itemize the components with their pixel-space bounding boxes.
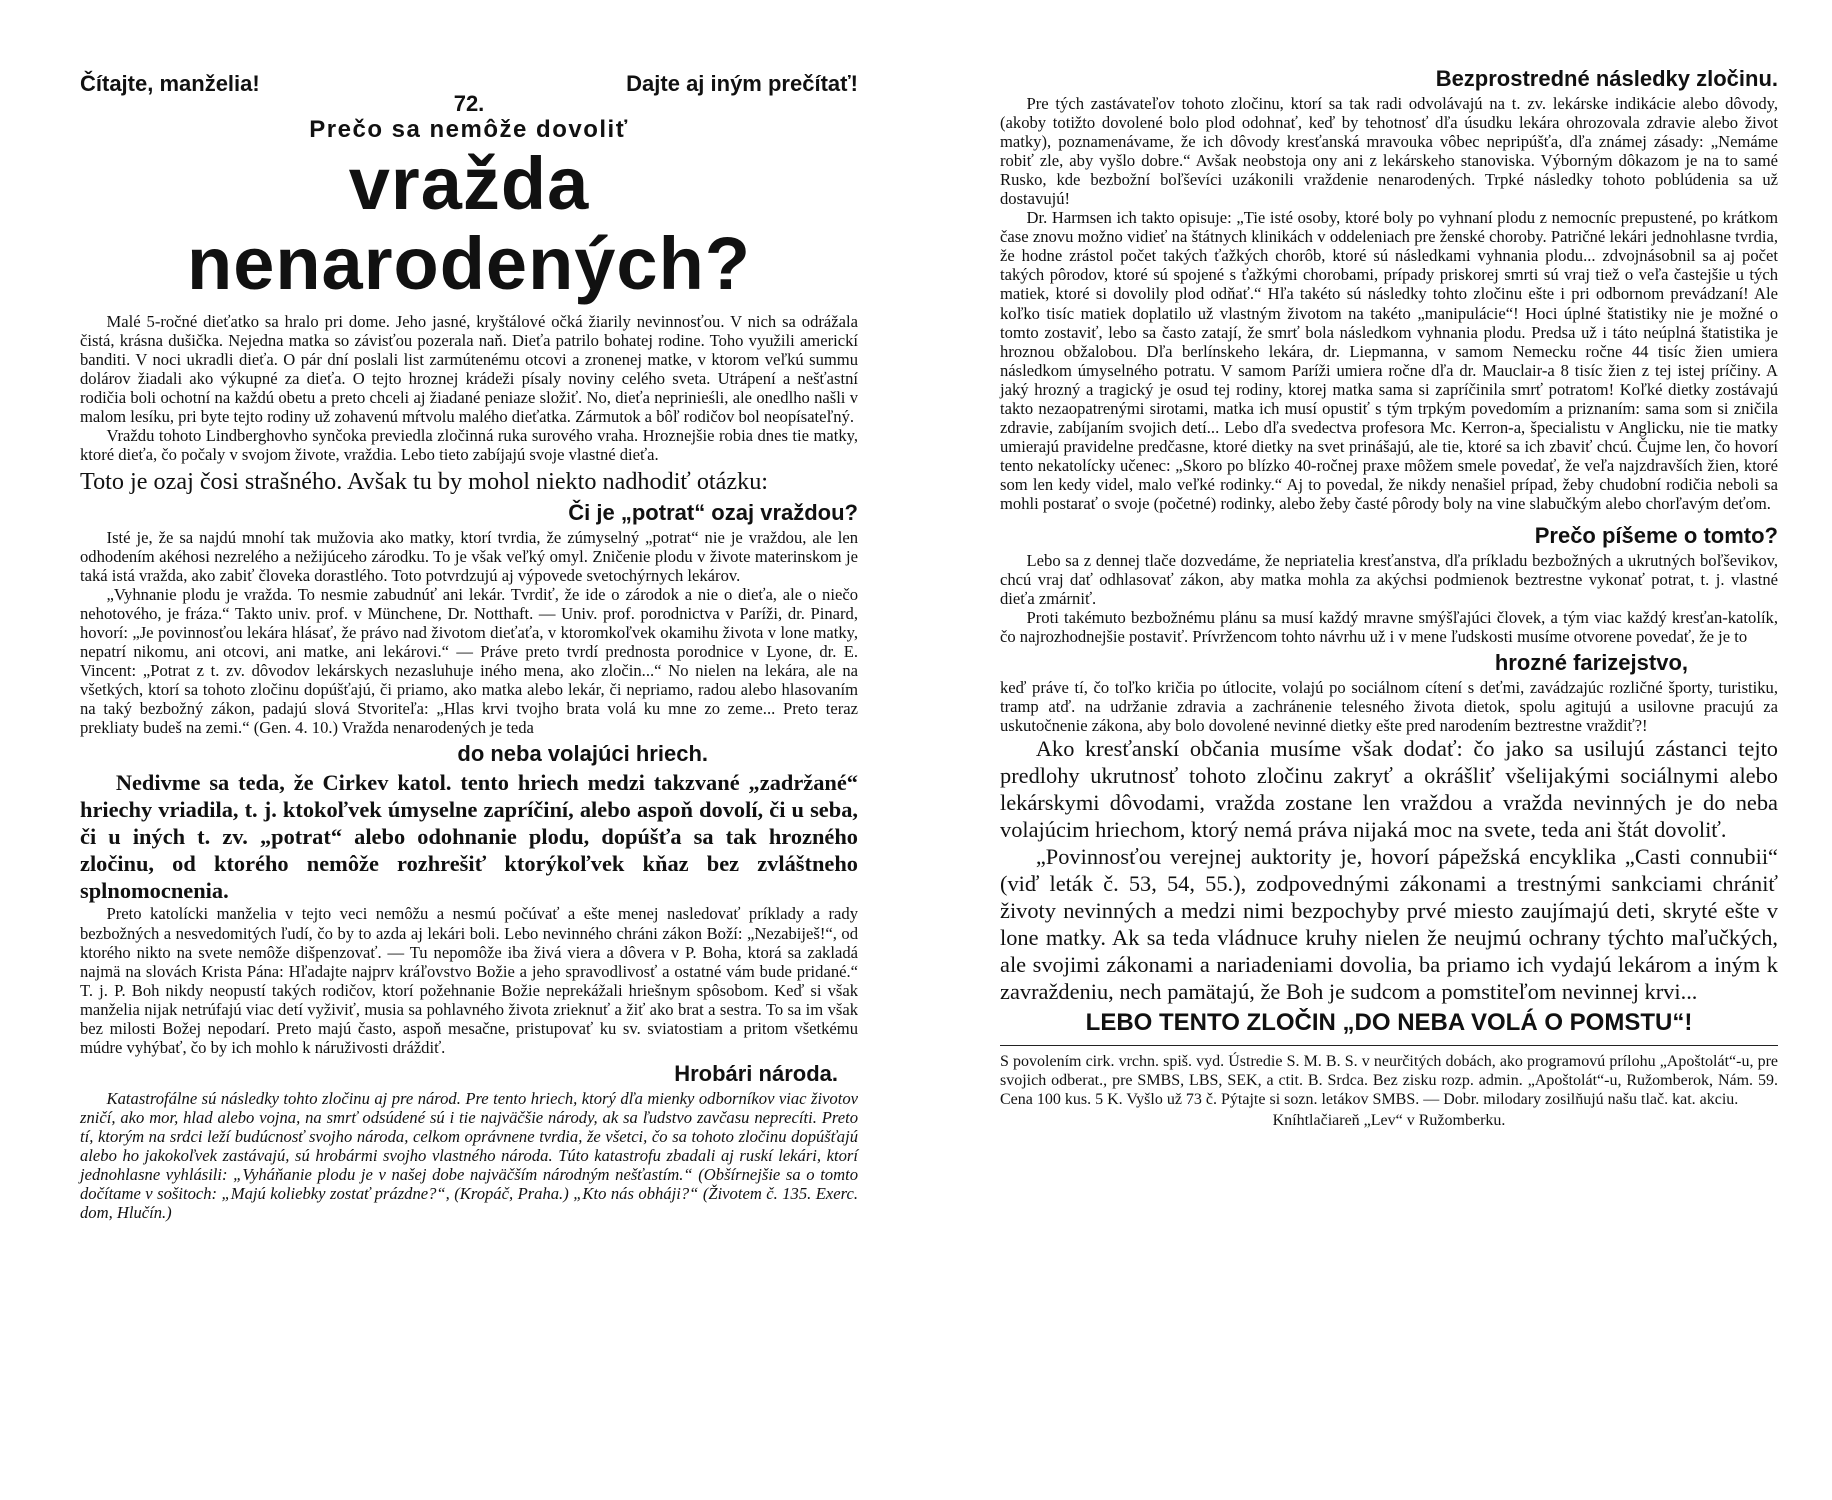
paragraph-omyl: Isté je, že sa najdú mnohí tak mužovia ako matky, ktorí tvrdia, že zúmyselný „potrat“ nie je vraždou, ale len odhodením akéhosi nezrelého a nežijúceho zárodku. To je však veľký omyl. Zničenie plodu v živote materinskom je taká istá vražda, ako zabiť človeka dorastlého. Toto potvrdzujú aj výpovede svetochýrnych lekárov. [80, 527, 858, 586]
right-column [1000, 66, 1778, 1131]
divider [1000, 1045, 1778, 1046]
page-title: vražda nenarodených? [187, 142, 751, 305]
left-column [80, 72, 858, 1222]
paragraph-encyklika: „Povinnosťou verejnej auktority je, hovorí pápežská encyklika „Casti connubii“ (viď leták č. 53, 54, 55.), zodpovednými zákonami a trestnými sankciami chrániť životy nevinných a medzi nimi bezpochyby prvé miesto zaujímajú deti, skryté ešte v lone matky. Ak sa teda vládnuce kruhy nielen že neujmú ochrany týchto maľučkých, ale svojimi zákonami a nariadeniami dovolia, ba priamo ich vydajú lekárom a iným k zavraždeniu, nech pamätajú, že Boh je sudcom a pomstiteľom nevinnej krvi... [1000, 844, 1778, 1005]
heading-preco: Prečo píšeme o tomto? [1534, 523, 1778, 549]
slogan-left: Čítajte, manželia! [80, 71, 260, 96]
heading-farizejstvo: hrozné farizejstvo, [1494, 650, 1688, 676]
closing-motto: LEBO TENTO ZLOČIN „DO NEBA VOLÁ O POMSTU“! [1085, 1009, 1693, 1037]
paragraph-story: Malé 5-ročné dieťatko sa hralo pri dome. Jeho jasné, kryštálové očká žiarily nevinnosťou. V nich sa odrážala čistá, krásna dušička. Nejedna matka so závisťou pozerala naň. Dieťa patrilo bohatej rodine. Toho využili americkí banditi. V noci ukradli dieťa. O pár dní poslali list zarmútenému otcovi a zronenej matke, v ktorom veľkú summu dolárov žiadali ako výkupné za dieťa. O tejto hroznej krádeži písaly noviny celého sveta. Utrápení a nešťastní rodičia boli ochotní na každú obetu a preto chceli aj žiadané peniaze složiť. No, dieťa neprinieśli, ale onedlho našli v malom lesíku, pri byte tejto rodiny už zohavenú mŕtvolu malého dieťatka. Zármutok a bôľ rodičov bol neopísateľný. [80, 312, 858, 427]
heading-potrat: Či je „potrat“ ozaj vraždou? [568, 499, 858, 525]
paragraph-cirkev: Nedivme sa teda, že Cirkev katol. tento hriech medzi takzvané „zadržané“ hriechy vriadila, t. j. ktokoľvek úmyselne zapríčiní, alebo aspoň dovolí, či u seba, či u iných t. zv. „potrat“ alebo odohnanie plodu, dopúšťa sa tak hrozného zločinu, od ktorého nemôže rozhrešiť ktorýkoľvek kňaz bez zvláštneho splnomocnenia. [80, 770, 858, 904]
leaflet-number: 72. [453, 91, 485, 116]
paragraph-question: Toto je ozaj čosi strašného. Avšak tu by mohol niekto nadhodiť otázku: [80, 468, 769, 496]
paragraph-obcania: Ako kresťanskí občania musíme však dodať: čo jako sa usilujú zástanci tejto predlohy ukrutnosť tohoto zločinu zakryť a okrášliť všelijakými sociálnymi alebo lekárskymi dôvodami, vražda zostane len vraždou a vražda nevinných je do neba volajúcim hriechom, ktorý nemá práva nijaká moc na svete, teda ani štát dovoliť. [1000, 736, 1778, 843]
paragraph-utlocit: keď práve tí, čo toľko kričia po útlocite, volajú po sociálnom cítení s deťmi, zavádzajúc rozličné športy, turistiku, tramp atď. na udržanie zdravia a zachránenie telesného života dietok, spolu agitujú a usilovne pracujú za uskutočnenie zákona, aby bolo dovolené nevinné dietky ešte pred narodením beztrestne vraždiť?! [1000, 678, 1778, 736]
right-page [916, 0, 1832, 1500]
heading-nasledky: Bezprostredné následky zločinu. [1435, 66, 1778, 91]
printer-line: Kníhtlačiareň „Lev“ v Ružomberku. [1272, 1112, 1506, 1130]
heading-hrobari: Hrobári národa. [674, 1060, 838, 1086]
paragraph-lindbergh: Vraždu tohoto Lindberghovho synčoka previedla zločinná ruka surového vraha. Hroznejšie robia dnes tie matky, ktoré dieťa, čo počaly v svojom živote, vraždia. Lebo tieto zabíjajú svoje vlastné dieťa. [80, 426, 858, 465]
paragraph-indikacie: Pre tých zastávateľov tohoto zločinu, ktorí sa tak radi odvolávajú na t. zv. lekárske indikácie alebo dôvody, (akoby totižto dovolené bolo plod odohnať, keď by tehotnosť dľa úsudku lekára ohrozovala zdravie alebo život matky), poznamenávame, že ich dôvody kresťanská mravouka vôbec nepripúšťa, dľa známej zásady: „Nemáme robiť zle, aby vyšlo dobre.“ Avšak neobstoja ony ani z lekárskeho stanoviska. Výborným dôkazom je na to samé Rusko, kde bezbožní boľševíci uzákonili vraždenie nenarodených. Trpké následky tohoto poblúdenia sa už dostavujú! [1000, 94, 1778, 209]
heading-hriech: do neba volajúci hriech. [457, 741, 708, 767]
paragraph-tlac: Lebo sa z dennej tlače dozvedáme, že nepriatelia kresťanstva, dľa príkladu bezbožných a ukrutných boľševikov, chcú vraj dať odhlasovať zákon, aby matka mohla za akýchsi podmienok beztrestne vykonať potrat, t. j. vlastné dieťa zmárniť. [1000, 551, 1778, 609]
slogan-right: Dajte aj iným prečítať! [626, 71, 858, 96]
title-kicker: Prečo sa nemôže dovoliť [309, 116, 629, 143]
paragraph-harmsen: Dr. Harmsen ich takto opisuje: „Tie isté osoby, ktoré boly po vyhnaní plodu z nemocníc prepustené, po krátkom čase znovu možno vidieť na štátnych klinikách v oddeleniach pre ženské choroby. Patričné lekári jednohlasne tvrdia, že hodne zrástol počet takých ťažkých chorôb, ktoré sú následkami vyhnania plodu... zdvojnásobnil sa aj počet takých pôrodov, ktoré sú spojené s ťažkými chorobami, prípady priskorej smrti sú vraj tiež o veľa častejšie u tých matiek, ktoré si dovolily plod odňať.“ Hľa takéto sú následky tohto zločinu ešte i pri odbornom prevádzaní! Ale koľko tisíc matiek doplatilo už vlastným životom na takéto „manipulácie“! Hoci úplné štatistiky nie je možné o tomto zostaviť, lebo sa často zatají, že smrť bola následkom vyhnania plodu. Predsa už i táto neúplná štatistika je hroznou obžalobou. Dľa berlínskeho lekára, dr. Liepmanna, v samom Nemecku ročne 44 tisíc žien umiera následkom úmyselného potratu. V samom Paríži umiera ročne dľa dr. Mauclair-a 8 tisíc žien z tej istej príčiny. A jaký hrozný a tragický je osud tej rodiny, ktorej matka sama si zapríčinila smrť potratom! Koľké dietky zostávajú takto nezaopatrenými sirotami, matka ich musí opustiť s tým trpkým povedomím a priznaním: sama som si zničila zdravie, zabíjaním svojich detí... Lebo dľa svedectva profesora Mc. Kerron-a, špecialistu v Anglicku, nie tie matky umierajú pravidelne predčasne, ktoré dietky na svet prinášajú, ale tie, ktoré sa ich zbaviť chcú. Čujme len, čo hovorí tento nekatolícky učenec: „Skoro po blízko 40-ročnej praxe môžem smele povedať, že veľa najzdravších žien, ktoré som len kedy videl, malo veľké rodinky.“ Aj to povedal, že nikdy nenašiel prípad, žeby chudobní rodičia neboli sa mohli postarať o svoje (početné) rodinky, alebo žeby časté pôrody boly na vine slabučkým alebo chorľavým deťom. [1000, 208, 1778, 513]
paragraph-quotes: „Vyhnanie plodu je vražda. To nesmie zabudnúť ani lekár. Tvrdiť, že ide o zárodok a nie o dieťa, ale o niečo nehotového, je fráza.“ Takto univ. prof. v Münchene, Dr. Notthaft. — Univ. prof. porodnictva v Paríži, dr. Pinard, hovorí: „Je povinnosťou lekára hlásať, že právo nad životom dieťaťa, v ktoromkoľvek okamihu života v lone matky, nepatrí nikomu, ani otcovi, ani matke, ani lekárovi.“ — Práve preto tvrdí prednosta porodnice v Lyone, dr. E. Vincent: „Potrat z t. zv. dôvodov lekárskych nezasluhuje iného mena, ako zločin...“ No nielen na lekára, ale na všetkých, ktorí sa tohoto zločinu dopúšťajú, či priamo, ako matka alebo lekár, či nepriamo, radou alebo hlasovaním na taký bezbožný zákon, padajú slová Stvoriteľa: „Hlas krvi tvojho brata volá ku mne zo zeme... Preto teraz prekliaty budeš na zemi.“ (Gen. 4. 10.) Vražda nenarodených je teda [80, 585, 858, 738]
paragraph-plan: Proti takémuto bezbožnému plánu sa musí každý mravne smýšľajúci človek, a tým viac každý kresťan-katolík, čo najrozhodnejšie postaviť. Prívržencom tohto návrhu už i v mene ľudskosti musíme otvorene povedať, že je to [1000, 608, 1778, 647]
paragraph-narod: Katastrofálne sú následky tohto zločinu aj pre národ. Pre tento hriech, ktorý dľa mienky odborníkov viac životov zničí, ako mor, hlad alebo vojna, na smrť odsúdené sú i tie najväčšie národy, ak sa ľudstvo zavčasu neprecíti. Preto tí, ktorým na srdci leží budúcnosť svojho národa, celkom oprávnene tvrdia, že všetci, čo sa tohoto zločinu dopúšťajú alebo ho jakokoľvek zastávajú, sú hrobármi svojho vlastného národa. Túto katastrofu zbadali aj ruskí lekári, ktorí jednohlasne vyhlásili: „Vyháňanie plodu je v našej dobe najväčším národným nešťastím.“ (Obšírnejšie sa o tomto dočítame v sošitoch: „Majú koliebky zostať prázdne?“, (Kropáč, Praha.) „Kto nás obháji?“ (Životem č. 135. Exerc. dom, Hlučín.) [80, 1088, 858, 1223]
imprint: S povolením cirk. vrchn. spiš. vyd. Ústredie S. M. B. S. v neurčitých dobách, ako programovú prílohu „Apoštolát“-u, pre svojich odberat., pre SMBS, LBS, SEK, a ctit. B. Srdca. Bez zisku rozp. admin. „Apoštolát“-u, Ružomberok, Nám. 59. Cena 100 kus. 5 K. Vyšlo už 73 č. Pýtajte si sozn. letákov SMBS. — Dobr. milodary zosilňujú našu tlač. kat. akciu. [1000, 1053, 1778, 1109]
paragraph-manzelia: Preto katolícki manželia v tejto veci nemôžu a nesmú počúvať a ešte menej nasledovať príklady a rady bezbožných a nesvedomitých ľudí, čo by to azda aj lekári boli. Lebo nevinného chráni zákon Boží: „Nezabiješ!“, od ktorého nikto na svete nemôže dišpenzovať. — Tu nepomôže iba živá viera a dôvera v P. Boha, ktorá sa zakladá najmä na slovách Krista Pána: Hľadajte najprv kráľovstvo Božie a jeho spravodlivosť a ostatné vám bude pridané.“ T. j. P. Boh nikdy neopustí takých rodičov, ktorí požehnanie Božie neprekážali hriešnym spôsobom. Keď si však manželia nijak netrúfajú viac detí vyživiť, musia sa pohlavného života zrieknuť a žiť ako brat a sestra. To sa im však bez milosti Božej nepodarí. Preto majú často, aspoň mesačne, pristupovať ku sv. sviatostiam a pritom všetkému múdre vyhýbať, čo by ich mohlo k náruživosti dráždiť. [80, 904, 858, 1057]
